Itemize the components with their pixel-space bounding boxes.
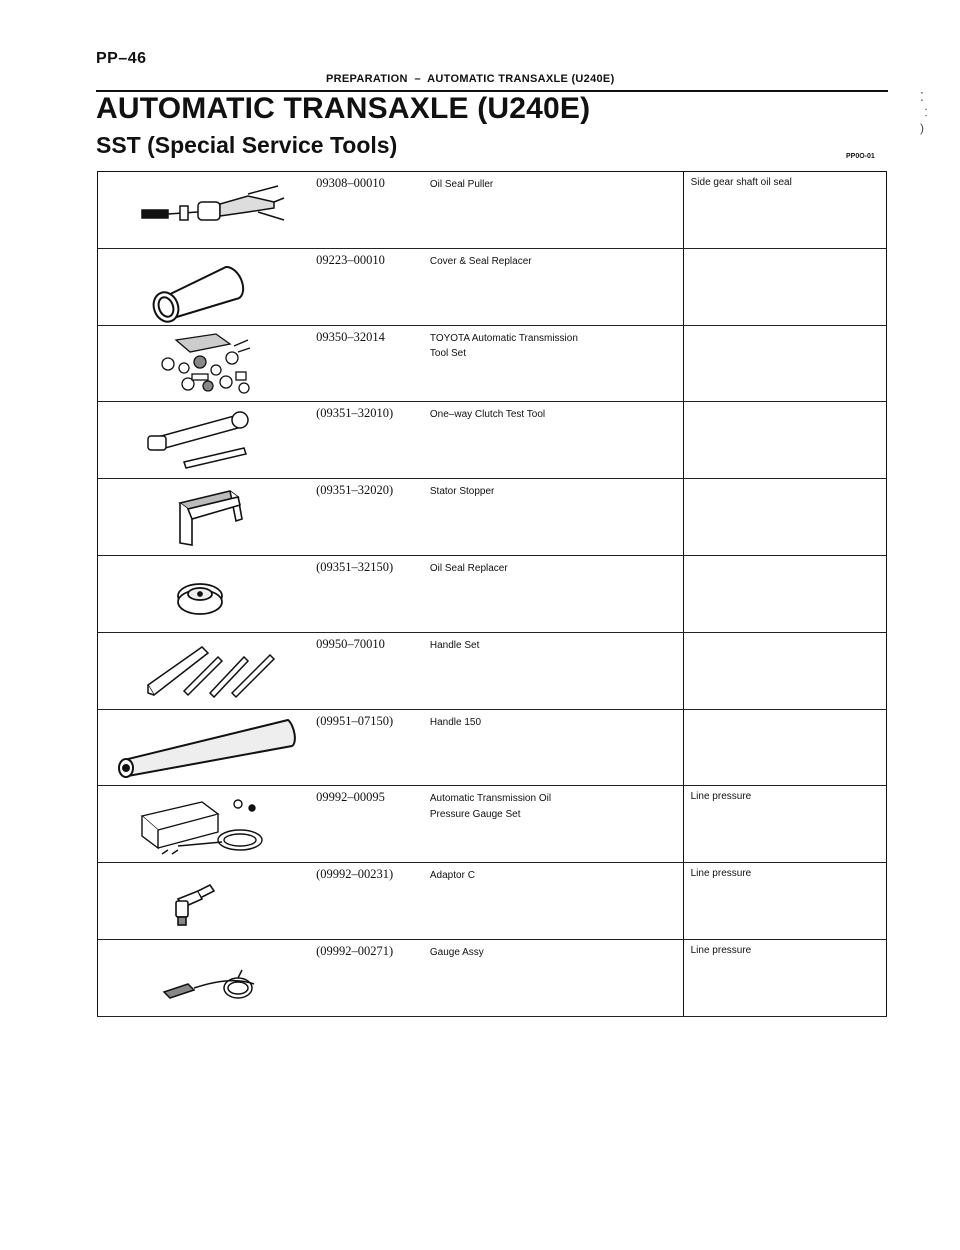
tool-name: Stator Stopper xyxy=(426,479,683,556)
tool-illustration xyxy=(98,479,317,556)
table-row xyxy=(98,172,887,249)
tool-illustration xyxy=(98,402,317,479)
tool-name: TOYOTA Automatic Transmission Tool Set xyxy=(426,325,683,402)
scan-marks: ⁚ ︰ ) xyxy=(920,90,933,135)
oil-seal-puller-icon xyxy=(98,172,313,246)
gauge-assy-icon xyxy=(98,940,313,1014)
tool-note xyxy=(683,632,886,709)
tool-name: Handle 150 xyxy=(426,709,683,786)
part-number: (09351–32150) xyxy=(316,555,426,632)
clutch-test-tool-icon xyxy=(98,402,313,476)
tool-note xyxy=(683,709,886,786)
tool-name: Oil Seal Puller xyxy=(426,172,683,249)
page-title: AUTOMATIC TRANSAXLE (U240E) xyxy=(96,92,591,125)
running-head-text: PREPARATION – AUTOMATIC TRANSAXLE (U240E) xyxy=(326,73,615,85)
tool-illustration xyxy=(98,172,317,249)
sst-table xyxy=(97,171,887,1017)
page-id: PP–46 xyxy=(96,50,147,67)
part-number: (09951–07150) xyxy=(316,709,426,786)
part-number: (09992–00271) xyxy=(316,939,426,1016)
tool-note xyxy=(683,555,886,632)
tool-note: Line pressure xyxy=(683,786,886,863)
part-number: 09950–70010 xyxy=(316,632,426,709)
document-code: PP0O-01 xyxy=(846,153,875,160)
tool-illustration xyxy=(98,939,317,1016)
tool-illustration xyxy=(98,248,317,325)
tool-illustration xyxy=(98,325,317,402)
handle-set-icon xyxy=(98,633,313,707)
part-number: (09992–00231) xyxy=(316,863,426,940)
table-row xyxy=(98,939,887,1016)
tool-name: Automatic Transmission Oil Pressure Gauge Set xyxy=(426,786,683,863)
tool-name: Gauge Assy xyxy=(426,939,683,1016)
tool-note xyxy=(683,248,886,325)
oil-seal-replacer-icon xyxy=(98,556,313,630)
handle-150-icon xyxy=(98,710,313,784)
running-head xyxy=(96,70,888,92)
table-row xyxy=(98,325,887,402)
table-row xyxy=(98,863,887,940)
adaptor-c-icon xyxy=(98,863,313,937)
table-row xyxy=(98,402,887,479)
table-row xyxy=(98,248,887,325)
tool-name: Oil Seal Replacer xyxy=(426,555,683,632)
part-number: (09351–32020) xyxy=(316,479,426,556)
tool-note: Side gear shaft oil seal xyxy=(683,172,886,249)
tool-illustration xyxy=(98,555,317,632)
tool-name: Cover & Seal Replacer xyxy=(426,248,683,325)
tool-illustration xyxy=(98,786,317,863)
tool-illustration xyxy=(98,709,317,786)
table-row xyxy=(98,786,887,863)
stator-stopper-icon xyxy=(98,479,313,553)
part-number: 09992–00095 xyxy=(316,786,426,863)
tool-illustration xyxy=(98,863,317,940)
part-number: (09351–32010) xyxy=(316,402,426,479)
section-subtitle: SST (Special Service Tools) xyxy=(96,132,398,158)
tool-name: One–way Clutch Test Tool xyxy=(426,402,683,479)
part-number: 09223–00010 xyxy=(316,248,426,325)
tool-note xyxy=(683,325,886,402)
table-row xyxy=(98,479,887,556)
tool-note xyxy=(683,479,886,556)
part-number: 09350–32014 xyxy=(316,325,426,402)
pressure-gauge-set-icon xyxy=(98,786,313,860)
table-row xyxy=(98,632,887,709)
tool-note: Line pressure xyxy=(683,939,886,1016)
table-row xyxy=(98,709,887,786)
table-row xyxy=(98,555,887,632)
tool-illustration xyxy=(98,632,317,709)
tool-set-icon xyxy=(98,326,313,400)
part-number: 09308–00010 xyxy=(316,172,426,249)
tool-note xyxy=(683,402,886,479)
tool-note: Line pressure xyxy=(683,863,886,940)
tool-name: Adaptor C xyxy=(426,863,683,940)
tool-name: Handle Set xyxy=(426,632,683,709)
cover-seal-replacer-icon xyxy=(98,249,313,323)
